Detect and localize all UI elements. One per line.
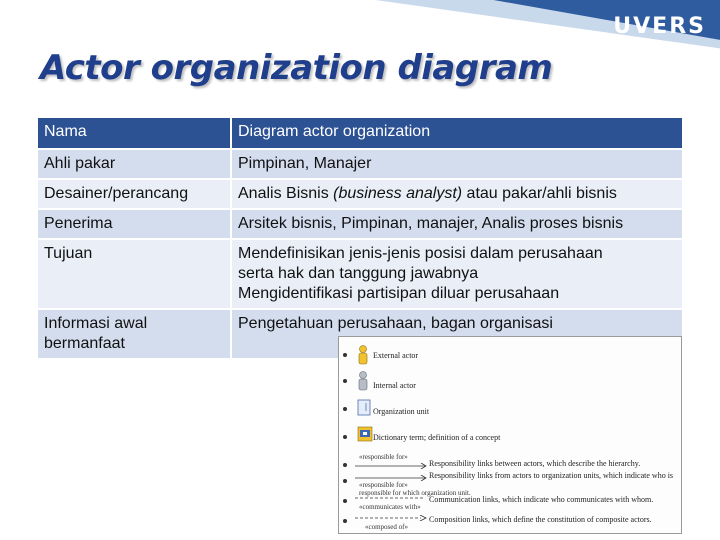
notation-legend: External actor Internal actor Organization unit Dictionary term; definition of a concept «responsible for» Responsibility links between actors, which describe the hierarchy. Responsibility links from actors to organization units, which indicate who is «responsible for» responsible for which organization unit. Communication links, which indicate who communicates with whom. «communicates with» Composition links, which define the constitution of composite actors. «composed of»: [338, 336, 682, 534]
row-value: Pengetahuan perusahaan, bagan organisasi: [231, 309, 683, 359]
table-row: [37, 239, 683, 309]
row-value: Mendefinisikan jenis-jenis posisi dalam perusahaan serta hak dan tanggung jawabnya Mengidentifikasi partisipan diluar perusahaan: [231, 239, 683, 309]
row-label: Informasi awal bermanfaat: [37, 309, 231, 359]
bullet-icon: [343, 463, 347, 467]
bullet-icon: [343, 499, 347, 503]
row-label: Penerima: [37, 209, 231, 239]
row-value: Pimpinan, Manajer: [231, 149, 683, 179]
table-row: [37, 209, 683, 239]
bullet-icon: [343, 519, 347, 523]
communication-arrow-icon: [355, 495, 429, 501]
bullet-icon: [343, 435, 347, 439]
row-value: Arsitek bisnis, Pimpinan, manajer, Analis proses bisnis: [231, 209, 683, 239]
bullet-icon: [343, 407, 347, 411]
composition-arrow-icon: [355, 515, 429, 521]
row-label: Tujuan: [37, 239, 231, 309]
info-table: [36, 116, 684, 360]
bullet-icon: [343, 379, 347, 383]
bullet-icon: [343, 353, 347, 357]
table-row: [37, 179, 683, 209]
organization-unit-icon: [357, 399, 371, 417]
header-label-cell: Nama: [37, 117, 231, 149]
row-value: Analis Bisnis (business analyst) atau pakar/ahli bisnis: [231, 179, 683, 209]
dictionary-term-icon: [357, 425, 373, 443]
table-header-row: [37, 117, 683, 149]
page-title: Actor organization diagram: [40, 48, 553, 88]
row-label: Ahli pakar: [37, 149, 231, 179]
external-actor-icon: [357, 345, 369, 365]
responsibility-arrow-icon: [355, 463, 429, 469]
internal-actor-icon: [357, 371, 369, 391]
row-label: Desainer/perancang: [37, 179, 231, 209]
table-row: [37, 149, 683, 179]
uvers-logo: UVERS: [613, 14, 706, 39]
italic-term: (business analyst): [333, 185, 463, 202]
header-value-cell: Diagram actor organization: [231, 117, 683, 149]
bullet-icon: [343, 479, 347, 483]
